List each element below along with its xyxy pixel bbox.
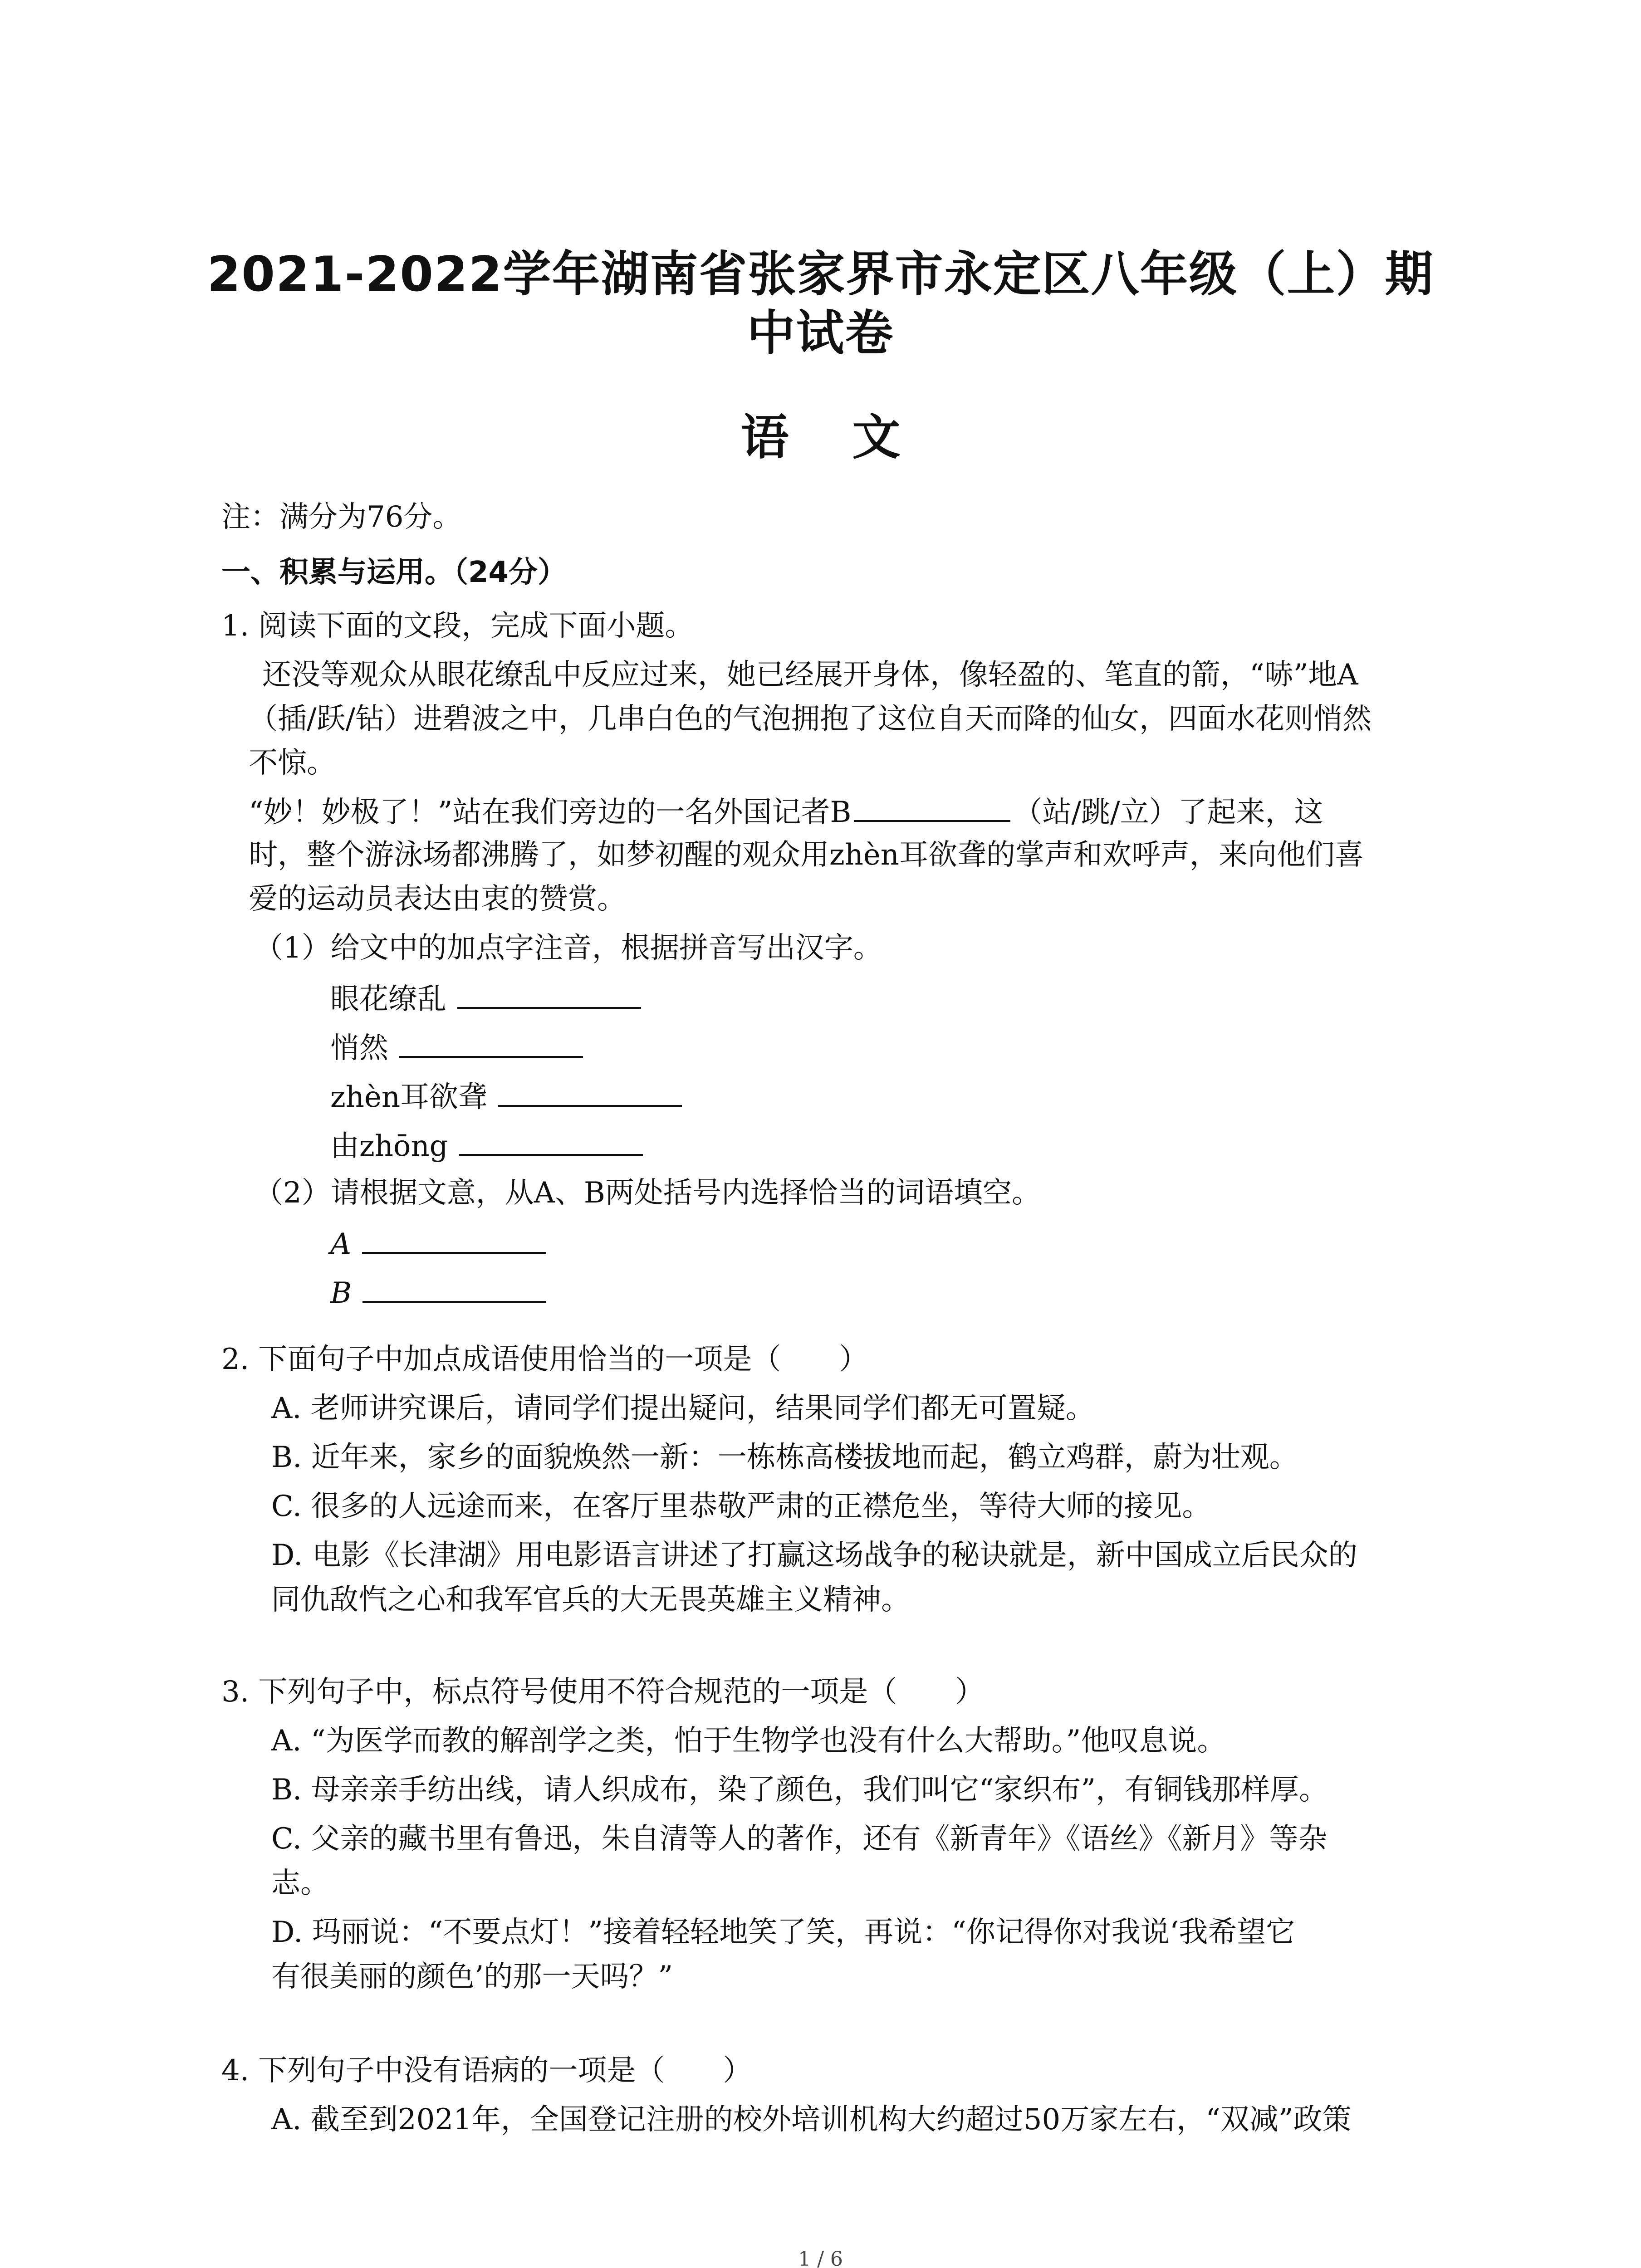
option-a[interactable]: A. “为医学而教的解剖学之类，怕于生物学也没有什么大帮助。”他叹息说。 [271,1724,1226,1758]
option-b[interactable]: B. 母亲亲手纺出线，请人织成布，染了颜色，我们叫它“家织布”，有铜钱那样厚。 [271,1773,1328,1807]
option-d-continued: 有很美丽的颜色’的那一天吗？” [271,1960,673,1994]
answer-label: 由zhōng [330,1129,448,1163]
option-c[interactable]: C. 很多的人远途而来，在客厅里恭敬严肃的正襟危坐，等待大师的接见。 [271,1490,1211,1523]
q1-passage-line: 时，整个游泳场都沸腾了，如梦初醒的观众用zhèn耳欲聋的掌声和欢呼声，来向他们喜 [249,838,1364,872]
answer-blank[interactable] [457,980,641,1009]
title-line-1: 2021-2022学年湖南省张家界市永定区八年级（上）期 [207,246,1434,302]
subject-heading: 语文 [740,410,964,465]
q1-subquestion-1: （1）给文中的加点字注音，根据拼音写出汉字。 [254,931,882,965]
option-c-continued: 志。 [271,1867,329,1900]
answer-blank[interactable] [362,1274,546,1303]
answer-blank[interactable] [459,1127,643,1156]
answer-label: A [330,1227,352,1261]
answer-blank[interactable] [399,1029,583,1058]
q1-passage-line: 还没等观众从眼花缭乱中反应过来，她已经展开身体，像轻盈的、笔直的箭，“哧”地A [262,658,1358,692]
option-d[interactable]: D. 电影《长津湖》用电影语言讲述了打赢这场战争的秘诀就是，新中国成立后民众的 [271,1539,1357,1572]
answer-label: 眼花缭乱 [330,982,446,1016]
option-c[interactable]: C. 父亲的藏书里有鲁迅，朱自清等人的著作，还有《新青年》《语丝》《新月》等杂 [271,1822,1327,1856]
q1-passage-line: （插/跃/钻）进碧波之中，几串白色的气泡拥抱了这位自天而降的仙女，四面水花则悄然 [249,702,1372,736]
answer-blank[interactable] [498,1078,682,1107]
score-note: 注：满分为76分。 [221,500,462,534]
answer-label: zhèn耳欲聋 [330,1080,488,1114]
answer-blank[interactable] [362,1225,546,1254]
q4-stem: 4. 下列句子中没有语病的一项是（ ） [221,2054,752,2087]
q1-stem: 1. 阅读下面的文段，完成下面小题。 [221,609,694,643]
section-1-heading: 一、积累与运用。（24分） [221,556,567,589]
q1-passage-line: 不惊。 [249,746,336,780]
q3-stem: 3. 下列句子中，标点符号使用不符合规范的一项是（ ） [221,1675,985,1709]
q1-passage-line: 爱的运动员表达由衷的赞赏。 [249,882,626,916]
blank-b-inline[interactable] [854,793,1010,822]
option-b[interactable]: B. 近年来，家乡的面貌焕然一新：一栋栋高楼拔地而起，鹤立鸡群，蔚为壮观。 [271,1441,1298,1474]
q1-passage-text: “妙！妙极了！”站在我们旁边的一名外国记者B [249,796,852,829]
answer-row [330,1225,546,1262]
answer-row [330,1127,643,1164]
q2-stem: 2. 下面句子中加点成语使用恰当的一项是（ ） [221,1343,868,1376]
q1-passage-line [249,793,1323,831]
answer-label: B [330,1276,352,1310]
q1-passage-text: （站/跳/立）了起来，这 [1013,796,1323,829]
option-d-continued: 同仇敌忾之心和我军官兵的大无畏英雄主义精神。 [271,1583,910,1617]
exam-title [200,245,1441,363]
option-a[interactable]: A. 老师讲究课后，请同学们提出疑问，结果同学们都无可置疑。 [271,1392,1095,1425]
answer-row [330,1274,546,1311]
title-line-2: 中试卷 [747,305,894,361]
answer-row [330,1078,682,1115]
option-d[interactable]: D. 玛丽说：“不要点灯！”接着轻轻地笑了笑，再说：“你记得你对我说‘我希望它 [271,1916,1295,1949]
answer-label: 悄然 [330,1031,388,1065]
answer-row [330,980,641,1017]
q1-subquestion-2: （2）请根据文意，从A、B两处括号内选择恰当的词语填空。 [254,1176,1041,1210]
answer-row [330,1029,583,1066]
option-a[interactable]: A. 截至到2021年，全国登记注册的校外培训机构大约超过50万家左右，“双减”政策 [271,2103,1352,2136]
page-number: 1 / 6 [798,2248,843,2268]
